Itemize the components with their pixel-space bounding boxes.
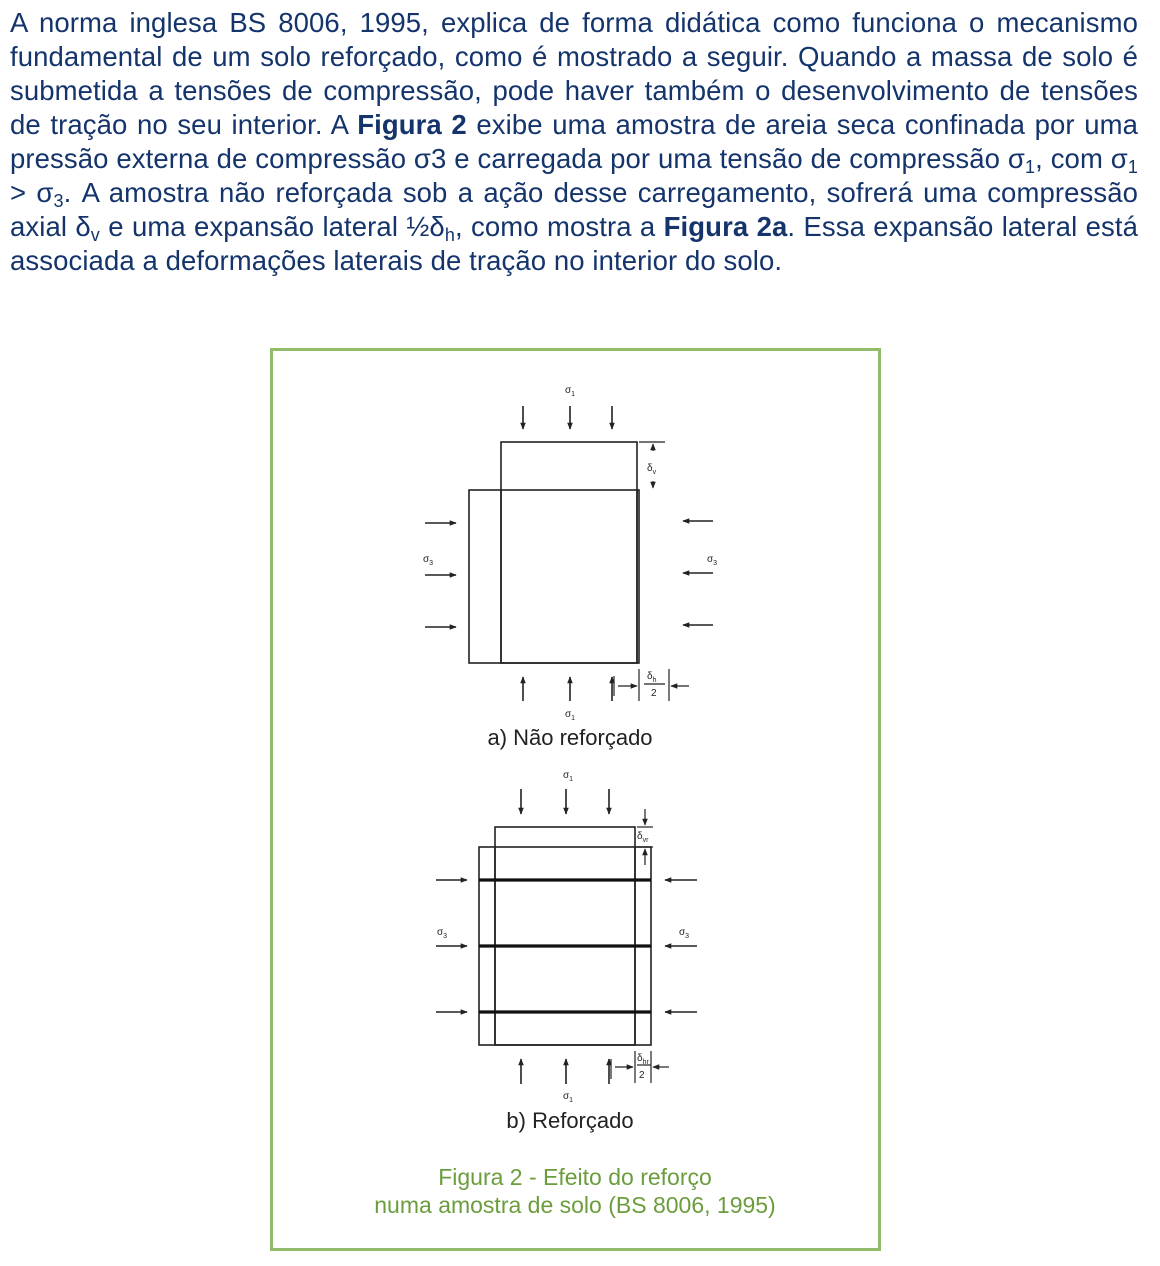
original-sample-outline xyxy=(501,442,637,663)
para-text-1: A norma inglesa BS 8006, 1995, explica de forma didática como funciona o mecanismo fundamental de um solo reforçado, como é mostrado a seguir. Quando a massa de solo é submetida a tensões de compressão, pode haver também o desenvolvimento de tensões de tração no seu interior. A xyxy=(10,7,1138,140)
subscript-v: v xyxy=(90,225,100,245)
para-text-6: e uma expansão lateral ½δ xyxy=(99,211,445,242)
subscript-h: h xyxy=(444,225,455,245)
delta-hr-divisor: 2 xyxy=(639,1070,645,1081)
sigma-3-label-left-a: $\sigma_3$ xyxy=(423,554,434,567)
figure-2-diagram xyxy=(273,351,878,1248)
para-text-3: , com σ xyxy=(1035,143,1128,174)
figure-caption-line-1: Figura 2 - Efeito do reforço xyxy=(438,1164,712,1190)
sigma-1-label-top-b: $\sigma_1$ xyxy=(563,770,574,783)
para-text-8: . Essa expansão lateral está associada a deformações laterais de tração no interior do solo. xyxy=(10,211,1138,276)
intro-paragraph xyxy=(10,6,1138,278)
bottom-arrows-a xyxy=(523,677,612,701)
delta-vr-label: $\delta_{vr}$ xyxy=(637,831,649,844)
delta-h-divisor: 2 xyxy=(651,688,657,699)
sigma-3-label-right-b: $\sigma_3$ xyxy=(679,927,690,940)
left-arrows-a xyxy=(425,523,456,627)
delta-v-label: $\delta_v$ xyxy=(647,463,657,476)
top-arrows-b xyxy=(521,789,609,814)
right-arrows-a xyxy=(683,521,713,625)
left-arrows-b xyxy=(436,880,467,1012)
sigma-1-label-bottom-b: $\sigma_1$ xyxy=(563,1091,574,1104)
figure-caption-line-2: numa amostra de solo (BS 8006, 1995) xyxy=(374,1192,776,1218)
delta-hr-label: $\delta_{hr}$ xyxy=(637,1053,649,1066)
figure-2-box xyxy=(270,348,881,1251)
para-text-2: exibe uma amostra de areia seca confinada por uma pressão externa de compressão σ3 e carregada por uma tensão de compressão σ xyxy=(10,109,1138,174)
deformed-sample-outline xyxy=(469,490,639,663)
bottom-arrows-b xyxy=(521,1059,609,1084)
para-text-7: , como mostra a xyxy=(454,211,664,242)
sigma-3-label-right-a: $\sigma_3$ xyxy=(707,554,718,567)
diagram-unreinforced xyxy=(469,442,639,663)
subscript-1: 1 xyxy=(1024,157,1036,177)
right-arrows-b xyxy=(665,880,697,1012)
delta-h-label: $\delta_h$ xyxy=(647,671,657,684)
reinforcement-layers xyxy=(479,880,651,1012)
caption-b: b) Reforçado xyxy=(506,1108,634,1133)
para-text-4: > σ xyxy=(10,177,54,208)
top-arrows-a xyxy=(523,406,612,429)
sigma-1-label-bottom-a: $\sigma_1$ xyxy=(565,709,576,722)
figure-2-reference: Figura 2 xyxy=(357,109,467,140)
sigma-1-label-top-a: $\sigma_1$ xyxy=(565,385,576,398)
para-text-5: . A amostra não reforçada sob a ação desse carregamento, sofrerá uma compressão axial δ xyxy=(10,177,1138,242)
caption-a: a) Não reforçado xyxy=(487,725,653,750)
subscript-3: 3 xyxy=(53,191,64,211)
subscript-1: 1 xyxy=(1127,157,1138,177)
sigma-3-label-left-b: $\sigma_3$ xyxy=(437,927,448,940)
figure-2a-reference: Figura 2a xyxy=(663,211,788,242)
